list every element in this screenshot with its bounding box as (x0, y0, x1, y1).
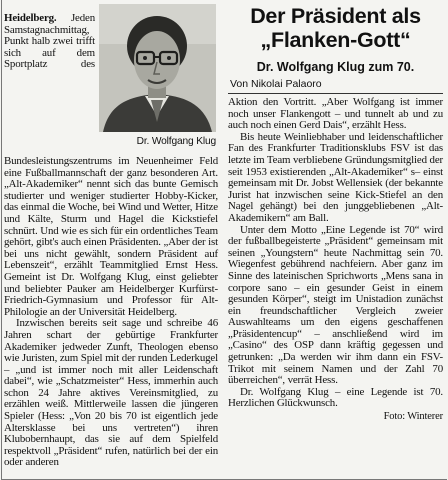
dateline: Heidelberg. (4, 12, 57, 24)
right-column (228, 4, 443, 423)
headline-line-2: „Flanken-Gott“ (260, 28, 411, 52)
headline (228, 4, 443, 52)
headline-line-1: Der Präsident als (250, 4, 421, 28)
right-paragraph-3: Unter dem Motto „Eine Legende ist 70“ wird der fußballbegeisterte „Präsident“ gemeinsam mit seinen „Youngstern“ heute Nachmittag sein 70. Wiegenfest gebührend nachfeiern. Aber ganz im Sinne des lateinischen Sprichworts „Mens sana in corpore sano – ein gesunder Geist in einem gesunden Körper“, steigt im Unistadion zunächst ein freundschaftlicher Vergleich zweier Auswahlteams um den eigens geschaffenen „Präsidentencup“ – anschließend wird im „Casino“ des OSP dann kräftig gegessen und getrunken: „Da werden wir ihm dann ein FSV-Trikot mit seinem Namen und der Zahl 70 überreichen“, verrät Hess. (228, 223, 443, 387)
right-body (228, 97, 443, 423)
right-paragraph-1: Aktion den Vortritt. „Aber Wolfgang ist immer noch unser Flankengott – und tunnelt ab und zu auch noch einen Gerd Dais“, erzählt Hess. (228, 96, 443, 132)
left-paragraph-2: Inzwischen bereits seit sage und schreibe 46 Jahren schart der gebürtige Frankfurter Akademiker jedweder Zunft, Theologen ebenso wie Juristen, zum Spiel mit der runden Lederkugel – „und ist immer noch mit aller Leidenschaft dabei“, wie „Schatzmeister“ Hess, immerhin auch schon 24 Jahre aktives Vereinsmitglied, zu erzählen weiß. Mittlerweile lassen die jüngeren Spieler (Hess: „Von 20 bis 70 ist eigentlich jede Altersklasse bei uns vertreten“) ihren Klubobernhaupt, das sie auf dem Spielfeld respektvoll „Präsident“ rufen, natürlich bei der ein oder anderen (4, 317, 218, 469)
right-paragraph-2: Bis heute Weinliebhaber und leidenschaftlicher Fan des Frankfurter Traditionsklubs FSV ist das letzte im Team verbliebene Gründungsmitglied der seit 1953 existierenden „Alt-Akademiker“ s– einst gemeinsam mit Dr. Jobst Wellensiek (der bekannte Jurist hat inzwischen seine Kick-Stiefel an den Nagel gehängt) bei den junggebliebenen „Alt-Akademikern“ am Ball. (228, 130, 443, 224)
left-column (4, 13, 218, 469)
right-paragraph-4: Dr. Wolfgang Klug – eine Legende ist 70. Herzlichen Glückwunsch. (228, 385, 443, 410)
portrait-illustration (99, 4, 216, 132)
byline: Von Nikolai Palaoro (228, 78, 443, 94)
portrait-photo-block (99, 4, 218, 154)
intro-text: Jeden Samstagnachmittag, Punkt halb zwei trifft sich auf dem Sportplatz des Bundesleistungszentrums im Neuenheimer Feld eine Fußballmannschaft der ganz besonderen Art. „Alt-Akademiker“ nennt sich das bunte Gemisch studierter und weniger studierter Hobby-Kicker, das einmal die Woche, bei Wind und Wetter, Hitze und Kälte, Sturm und Hagel die Kickstiefel schnürt. Und wie es sich für ein ordentliches Team gehört, gibt's auch einen Präsidenten. „Aber der ist bei uns nicht gewählt, sondern Präsident auf Lebenszeit“, erzählt Teammitglied Ernst Hess. Gemeint ist Dr. Wolfgang Klug, einst geliebter und beliebter Pauker am Heidelberger Kurfürst-Friedrich-Gymnasium und Professor für Alt-Philologie an der Universität Heidelberg. (4, 12, 218, 318)
subheadline: Dr. Wolfgang Klug zum 70. (256, 60, 415, 74)
portrait-photo (99, 4, 216, 132)
photo-credit: Foto: Winterer (383, 411, 443, 423)
photo-caption: Dr. Wolfgang Klug (136, 136, 216, 147)
